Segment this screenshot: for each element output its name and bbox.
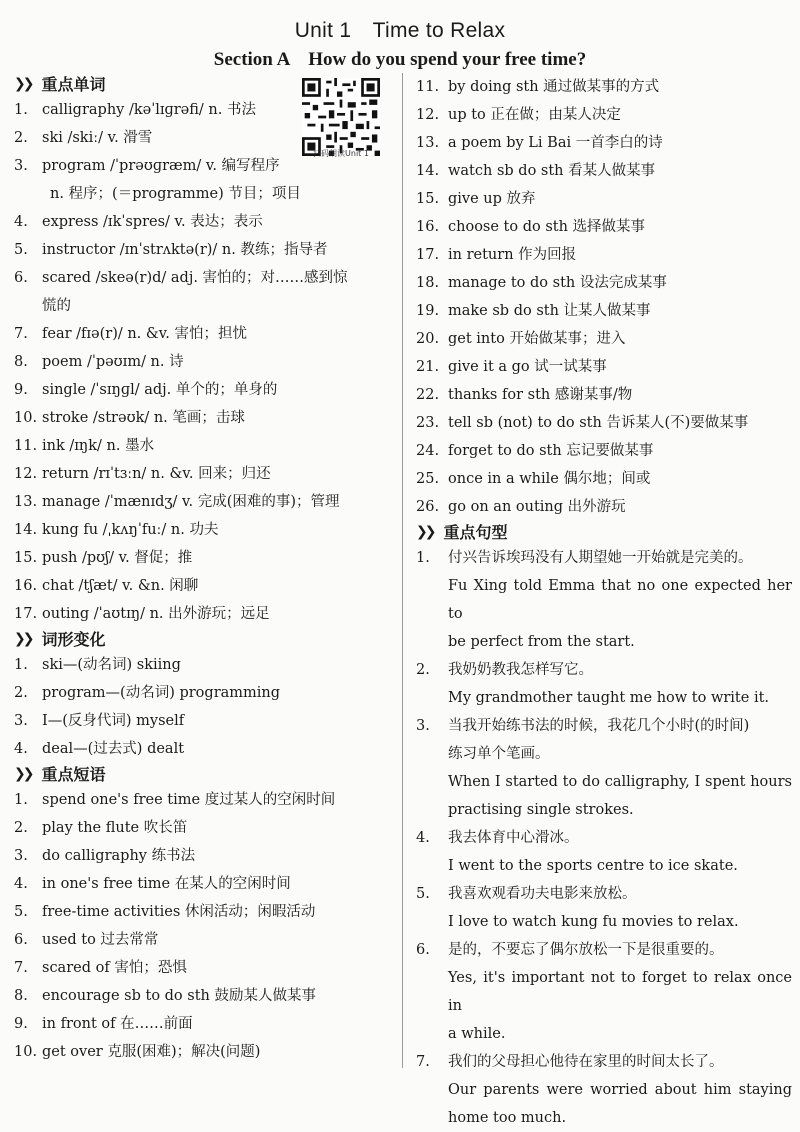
- double-chevron-icon: ❯❯: [14, 76, 32, 92]
- list-item: 5. free-time activities 休闲活动；闲暇活动: [14, 904, 316, 920]
- list-item: 3. program /ˈprəʊɡræm/ v. 编写程序: [14, 158, 280, 174]
- section-heading-label: 词形变化: [41, 630, 106, 649]
- list-item: 1. spend one's free time 度过某人的空闲时间: [14, 792, 336, 808]
- sentence-item: 6. 是的，不要忘了偶尔放松一下是很重要的。 Yes, it's important not to forget to relax once in a while.: [416, 942, 792, 1042]
- list-item: 1. calligraphy /kəˈlɪɡrəfi/ n. 书法: [14, 102, 256, 118]
- sentence-item: 7. 我们的父母担心他待在家里的时间太长了。 Our parents were worried about him staying home too much.: [416, 1054, 792, 1126]
- list-item: 26. go on an outing 出外游玩: [416, 499, 626, 515]
- list-item: 20. get into 开始做某事；进入: [416, 331, 626, 347]
- phrases-list-right: [416, 73, 792, 521]
- list-item: 9. in front of 在……前面: [14, 1016, 193, 1032]
- list-item: 14. watch sb do sth 看某人做某事: [416, 163, 656, 179]
- section-heading-label: 重点短语: [41, 765, 106, 784]
- left-column: [14, 73, 390, 1066]
- list-item: 慌的: [42, 298, 71, 314]
- list-item: 13. a poem by Li Bai 一首李白的诗: [416, 135, 663, 151]
- section-title: Section A How do you spend your free time?: [213, 49, 587, 70]
- list-item: 1. ski—(动名词) skiing: [14, 657, 181, 673]
- sentences-list: [416, 544, 792, 1132]
- list-item: 2. program—(动名词) programming: [14, 685, 281, 701]
- list-item: 7. fear /fɪə(r)/ n. &v. 害怕；担忧: [14, 326, 247, 342]
- forms-list: [14, 651, 390, 763]
- section-heading-sentences: [416, 521, 792, 544]
- list-item: 12. return /rɪˈtɜːn/ n. &v. 回来；归还: [14, 466, 271, 482]
- list-item: 9. single /ˈsɪŋɡl/ adj. 单个的；单身的: [14, 382, 278, 398]
- list-item: 13. manage /ˈmænɪdʒ/ v. 完成(困难的事)；管理: [14, 494, 340, 510]
- list-item: 3. do calligraphy 练书法: [14, 848, 196, 864]
- list-item: 15. push /pʊʃ/ v. 督促；推: [14, 550, 193, 566]
- sentence-item: 1. 付兴告诉埃玛没有人期望她一开始就是完美的。 Fu Xing told Emma that no one expected her to be perfect from the start.: [416, 550, 792, 650]
- right-column: [416, 73, 792, 1132]
- list-item: 14. kung fu /ˌkʌŋˈfuː/ n. 功夫: [14, 522, 219, 538]
- list-item: 8. poem /ˈpəʊɪm/ n. 诗: [14, 354, 184, 370]
- section-heading-label: 重点单词: [41, 75, 106, 94]
- sentence-item: 5. 我喜欢观看功夫电影来放松。 I love to watch kung fu movies to relax.: [416, 886, 739, 930]
- list-item: 19. make sb do sth 让某人做某事: [416, 303, 651, 319]
- list-item: 23. tell sb (not) to do sth 告诉某人(不)要做某事: [416, 415, 749, 431]
- list-item: 17. outing /ˈaʊtɪŋ/ n. 出外游玩；远足: [14, 606, 270, 622]
- list-item: 17. in return 作为回报: [416, 247, 577, 263]
- list-item: 24. forget to do sth 忘记要做某事: [416, 443, 654, 459]
- unit-title: Unit 1 Time to Relax: [294, 19, 506, 42]
- section-heading-vocab: [14, 73, 390, 96]
- list-item: 8. encourage sb to do sth 鼓励某人做某事: [14, 988, 316, 1004]
- list-item: 16. chat /tʃæt/ v. &n. 闲聊: [14, 578, 199, 594]
- list-item: 11. ink /ɪŋk/ n. 墨水: [14, 438, 155, 454]
- list-item: 21. give it a go 试一试某事: [416, 359, 607, 375]
- list-item: 11. by doing sth 通过做某事的方式: [416, 79, 660, 95]
- list-item: 16. choose to do sth 选择做某事: [416, 219, 646, 235]
- qr-caption: 扫码朗读Unit 1: [313, 149, 369, 158]
- list-item: 25. once in a while 偶尔地；间或: [416, 471, 651, 487]
- section-heading-label: 重点句型: [443, 523, 508, 542]
- list-item: 7. scared of 害怕；恐惧: [14, 960, 187, 976]
- section-heading-forms: [14, 628, 390, 651]
- list-item: 15. give up 放弃: [416, 191, 536, 207]
- list-item: 10. get over 克服(困难)；解决(问题): [14, 1044, 261, 1060]
- double-chevron-icon: ❯❯: [416, 524, 434, 540]
- vocab-list: [14, 96, 390, 628]
- list-item: 6. scared /skeə(r)d/ adj. 害怕的；对……感到惊: [14, 270, 348, 286]
- section-heading-phrases: [14, 763, 390, 786]
- sentence-item: 4. 我去体育中心滑冰。 I went to the sports centre to ice skate.: [416, 830, 738, 874]
- list-item: n. 程序；(＝programme) 节目；项目: [50, 186, 301, 202]
- list-item: 3. I—(反身代词) myself: [14, 713, 185, 729]
- list-item: 2. play the flute 吹长笛: [14, 820, 188, 836]
- list-item: 22. thanks for sth 感谢某事/物: [416, 387, 633, 403]
- list-item: 4. express /ɪkˈspres/ v. 表达；表示: [14, 214, 263, 230]
- list-item: 4. in one's free time 在某人的空闲时间: [14, 876, 291, 892]
- list-item: 12. up to 正在做；由某人决定: [416, 107, 621, 123]
- list-item: 6. used to 过去常常: [14, 932, 159, 948]
- list-item: 10. stroke /strəʊk/ n. 笔画；击球: [14, 410, 245, 426]
- double-chevron-icon: ❯❯: [14, 766, 32, 782]
- list-item: 18. manage to do sth 设法完成某事: [416, 275, 667, 291]
- phrases-list-left: [14, 786, 390, 1066]
- double-chevron-icon: ❯❯: [14, 631, 32, 647]
- list-item: 4. deal—(过去式) dealt: [14, 741, 185, 757]
- sentence-item: 3. 当我开始练书法的时候，我花几个小时(的时间) 练习单个笔画。 When I started to do calligraphy, I spent hours practising single strokes.: [416, 718, 792, 818]
- column-divider: [402, 73, 403, 1068]
- sentence-item: 2. 我奶奶教我怎样写它。 My grandmother taught me how to write it.: [416, 662, 770, 706]
- list-item: 5. instructor /ɪnˈstrʌktə(r)/ n. 教练；指导者: [14, 242, 328, 258]
- list-item: 2. ski /skiː/ v. 滑雪: [14, 130, 153, 146]
